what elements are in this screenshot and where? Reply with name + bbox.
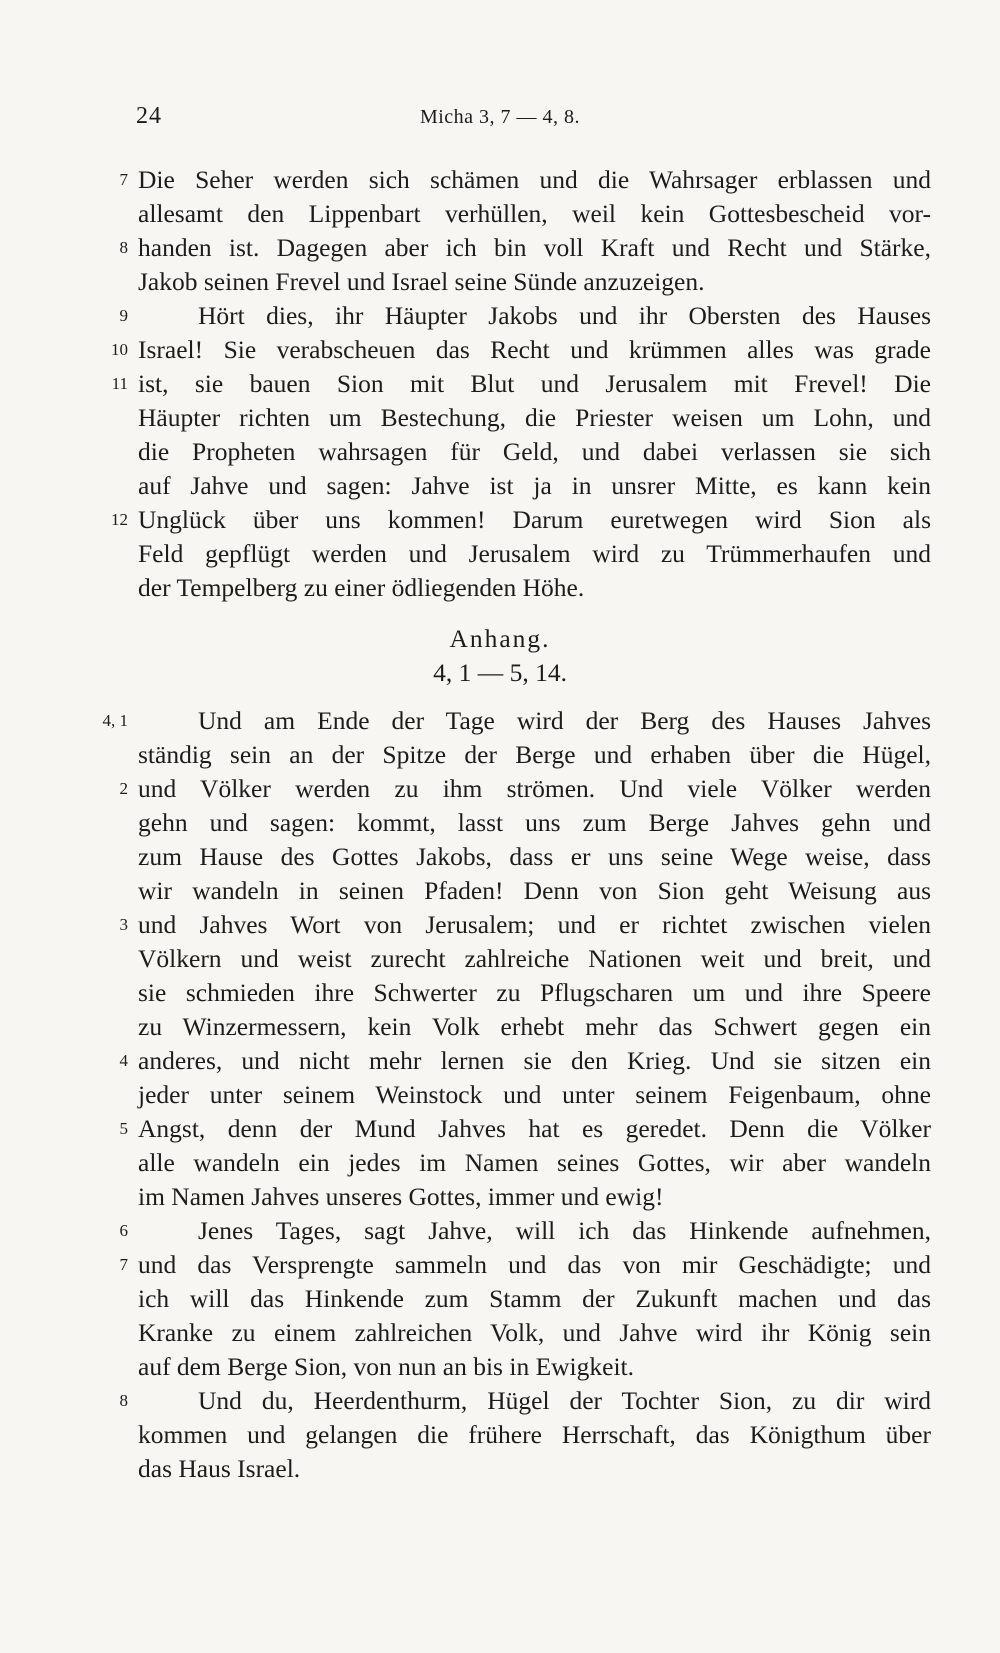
text-line: alle wandeln ein jedes im Namen seines Gottes, wir aber wandeln	[138, 1148, 931, 1177]
text-line: ständig sein an der Spitze der Berge und erhaben über die Hügel,	[138, 740, 931, 769]
text-line: Jakob seinen Frevel und Israel seine Sünde anzuzeigen.	[138, 267, 705, 296]
text-line: Häupter richten um Bestechung, die Priester weisen um Lohn, und	[138, 403, 931, 432]
verse-number: 5	[119, 1119, 128, 1138]
verse-number: 9	[119, 306, 128, 325]
text-line: ich will das Hinkende zum Stamm der Zukunft machen und das	[138, 1284, 931, 1313]
text-line: Feld gepflügt werden und Jerusalem wird zu Trümmerhaufen und	[138, 539, 931, 568]
text-line: im Namen Jahves unseres Gottes, immer und ewig!	[138, 1182, 664, 1211]
text-line: und Jahves Wort von Jerusalem; und er richtet zwischen vielen	[138, 910, 931, 939]
text-line: Völkern und weist zurecht zahlreiche Nationen weit und breit, und	[138, 944, 931, 973]
page-number: 24	[136, 103, 162, 129]
appendix-range: 4, 1 — 5, 14.	[433, 658, 567, 687]
text-line: auf dem Berge Sion, von nun an bis in Ewigkeit.	[138, 1352, 635, 1381]
text-line: Israel! Sie verabscheuen das Recht und krümmen alles was grade	[138, 335, 931, 364]
verse-number: 2	[119, 779, 128, 798]
text-line: wir wandeln in seinen Pfaden! Denn von Sion geht Weisung aus	[138, 876, 931, 905]
text-line: und das Versprengte sammeln und das von mir Geschädigte; und	[138, 1250, 931, 1279]
running-head: Micha 3, 7 — 4, 8.	[419, 106, 581, 128]
text-line: zu Winzermessern, kein Volk erhebt mehr das Schwert gegen ein	[138, 1012, 931, 1041]
text-line: jeder unter seinem Weinstock und unter seinem Feigenbaum, ohne	[138, 1080, 931, 1109]
verse-number: 4, 1	[102, 711, 128, 730]
text-line: allesamt den Lippenbart verhüllen, weil kein Gottesbescheid vor-	[138, 199, 931, 228]
text-line: Unglück über uns kommen! Darum euretwegen wird Sion als	[138, 505, 931, 534]
text-line: Angst, denn der Mund Jahves hat es geredet. Denn die Völker	[138, 1114, 931, 1143]
verse-number: 6	[119, 1221, 128, 1240]
text-line: Jenes Tages, sagt Jahve, will ich das Hinkende aufnehmen,	[198, 1216, 931, 1245]
text-line: die Propheten wahrsagen für Geld, und dabei verlassen sie sich	[138, 437, 931, 466]
text-line: Die Seher werden sich schämen und die Wahrsager erblassen und	[138, 165, 931, 194]
verse-number: 10	[111, 340, 128, 359]
verse-number: 8	[119, 1391, 128, 1410]
text-line: Kranke zu einem zahlreichen Volk, und Jahve wird ihr König sein	[138, 1318, 931, 1347]
text-line: auf Jahve und sagen: Jahve ist ja in unsrer Mitte, es kann kein	[138, 471, 931, 500]
appendix-title: Anhang.	[449, 624, 551, 653]
text-line: das Haus Israel.	[138, 1454, 301, 1483]
text-line: sie schmieden ihre Schwerter zu Pflugscharen um und ihre Speere	[138, 978, 931, 1007]
text-line: Und du, Heerdenthurm, Hügel der Tochter Sion, zu dir wird	[198, 1386, 931, 1415]
text-line: zum Hause des Gottes Jakobs, dass er uns seine Wege weise, dass	[138, 842, 931, 871]
text-line: und Völker werden zu ihm strömen. Und viele Völker werden	[138, 774, 931, 803]
verse-number: 7	[119, 1255, 128, 1274]
text-line: anderes, und nicht mehr lernen sie den Krieg. Und sie sitzen ein	[138, 1046, 931, 1075]
verse-number: 11	[111, 374, 128, 393]
text-line: gehn und sagen: kommt, lasst uns zum Berge Jahves gehn und	[138, 808, 931, 837]
verse-number: 12	[111, 510, 128, 529]
text-line: Und am Ende der Tage wird der Berg des Hauses Jahves	[198, 706, 931, 735]
text-line: kommen und gelangen die frühere Herrschaft, das Königthum über	[138, 1420, 931, 1449]
verse-number: 7	[119, 170, 128, 189]
verse-number: 3	[119, 915, 128, 934]
text-line: handen ist. Dagegen aber ich bin voll Kraft und Recht und Stärke,	[138, 233, 931, 262]
text-line: Hört dies, ihr Häupter Jakobs und ihr Obersten des Hauses	[198, 301, 931, 330]
verse-number: 8	[119, 238, 128, 257]
text-line: ist, sie bauen Sion mit Blut und Jerusalem mit Frevel! Die	[138, 369, 931, 398]
verse-number: 4	[119, 1051, 128, 1070]
text-line: der Tempelberg zu einer ödliegenden Höhe.	[138, 573, 585, 602]
